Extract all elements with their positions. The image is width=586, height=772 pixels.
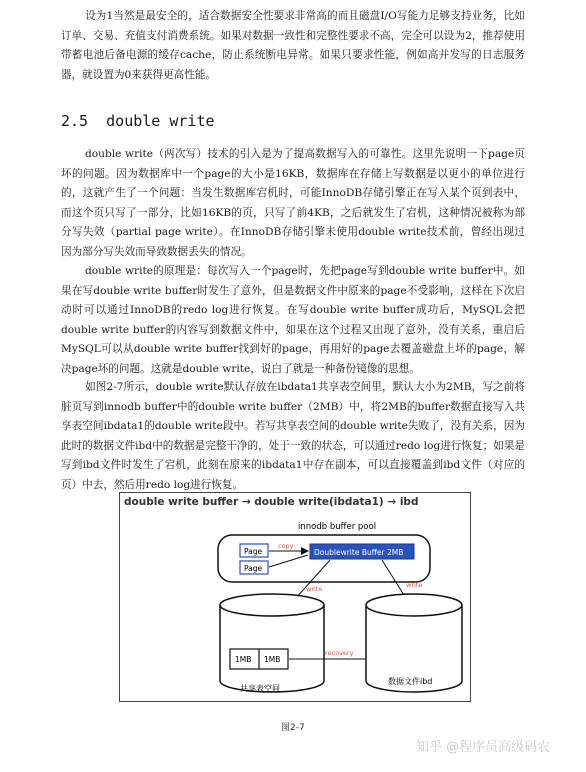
page-label-2: Page — [244, 564, 263, 573]
intro-paragraph: 设为1当然是最安全的，适合数据安全性要求非常高的而且磁盘I/O写能力足够支持业务，比如订单、交易、充值支付消费系统。如果对数据一致性和完整性要求不高，完全可以设为2，推荐使用带蓄电池后备电源的缓存cache，防止系统断电异常。如果只要求性能，例如高并发写的日志服务器，就设置为0来获得更高性能。 — [61, 10, 525, 81]
copy-label: copy — [278, 542, 294, 550]
buffer-pool-label: innodb buffer pool — [298, 522, 377, 532]
paragraph-2: double write的原理是：每次写入一个page时，先把page写到double write buffer中。如果在写double write buffer时发生了意外，但是数据文件中原来的page不受影响，这样在下次启动时可以通过InnoDB的redo log进行恢复。在写double write buffer成功后，MySQL会把double write buffer的内容写到数据文件中，如果在这个过程又出现了意外，没有关系，重启后MySQL可以从double write buffer找到好的page，再用好的page去覆盖磁盘上坏的page，解决page坏的问题。这就是double write，说白了就是一种备份镜像的思想。 — [61, 265, 525, 375]
page-label-1: Page — [244, 547, 263, 556]
section-number: 2.5 — [61, 112, 89, 130]
double-write-diagram — [120, 493, 470, 701]
shared-tablespace-cylinder-top — [220, 594, 324, 616]
mb-block-2: 1MB — [264, 655, 281, 664]
figure-caption: 图2-7 — [281, 723, 305, 733]
datafile-cylinder-top — [366, 594, 462, 616]
section-heading — [61, 111, 215, 131]
datafile-label: 数据文件ibd — [388, 677, 433, 686]
watermark: 知乎 @程序员高级码农 — [416, 740, 551, 755]
write-label-2: write — [406, 581, 423, 589]
figure-title: double write buffer → double write(ibdata1) → ibd — [124, 496, 419, 508]
mb-block-1: 1MB — [235, 655, 252, 664]
write-label-1: write — [306, 585, 323, 593]
paragraph-1: double write（两次写）技术的引入是为了提高数据写入的可靠性。这里先说明一下page页坏的问题。因为数据库中一个page的大小是16KB，数据库在存储上写数据是以更小的单位进行的，这就产生了一个问题：当发生数据库宕机时，可能InnoDB存储引擎正在写入某个页到表中，而这个页只写了一部分，比如16KB的页，只写了前4KB，之后就发生了宕机，这种情况被称为部分写失效（partial page write）。在InnoDB存储引擎未使用double write技术前，曾经出现过因为部分写失效而导致数据丢失的情况。 — [61, 148, 525, 258]
recovery-label: recovery — [325, 649, 354, 657]
shared-tablespace-label: 共享表空间 — [240, 684, 280, 693]
section-title: double write — [106, 112, 215, 130]
doublewrite-buffer-label: Doublewrite Buffer 2MB — [314, 548, 404, 557]
paragraph-3: 如图2-7所示，double write默认存放在ibdata1共享表空间里，默认大小为2MB，写之前将脏页写到innodb buffer中的double write buffer（2MB）中，将2MB的buffer数据直接写入共享表空间ibdata1的double write段中。若写共享表空间的double write失败了，没有关系，因为此时的数据文件ibd中的数据是完整干净的，处于一致的状态，可以通过redo log进行恢复；如果是写到ibd文件时发生了宕机，此刻在原来的ibdata1中存在副本，可以直接覆盖到ibd文件（对应的页）中去，然后用redo log进行恢复。 — [61, 381, 525, 491]
figure-2-7 — [119, 492, 471, 702]
